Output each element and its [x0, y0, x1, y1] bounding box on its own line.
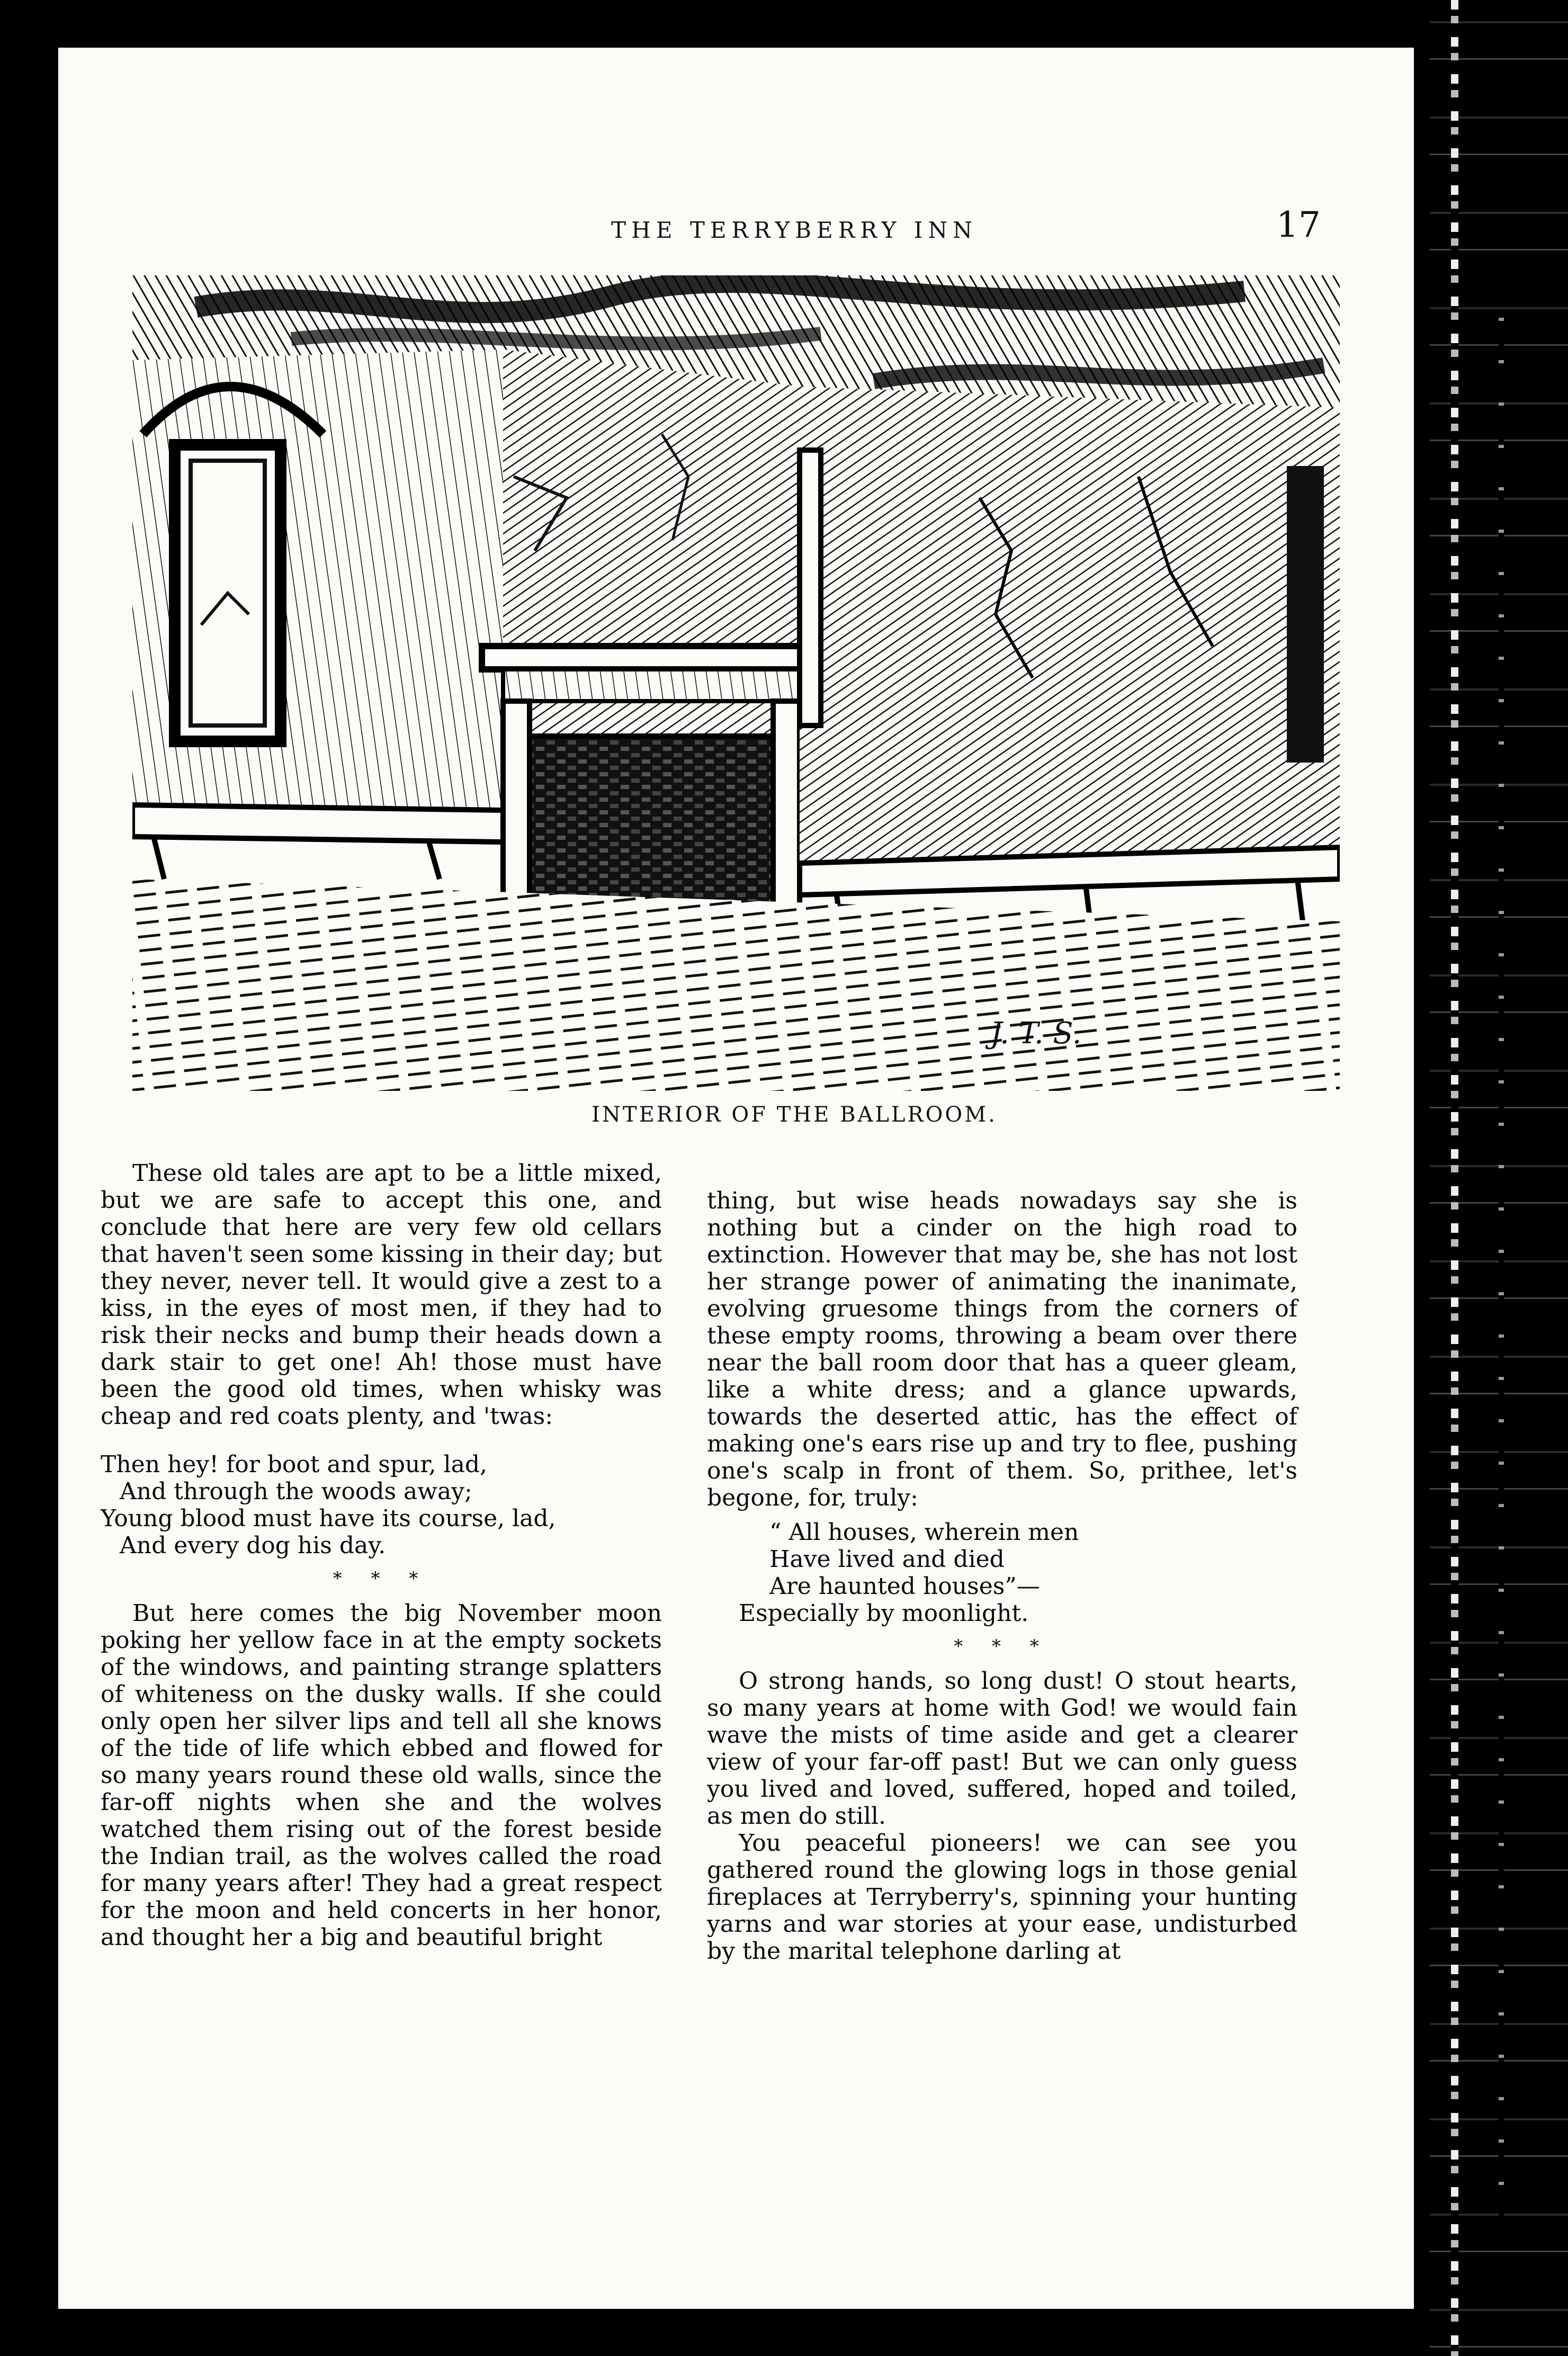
section-break: * * * [333, 1568, 430, 1589]
page-number: 17 [1276, 204, 1321, 245]
left-column [101, 1160, 662, 1951]
quote-line: Have lived and died [769, 1546, 1005, 1573]
paragraph: thing, but wise heads nowadays say she is nothing but a cinder on the high road to extinction. However that may be, she has not lost her strange power of animating the inanimate, evolving gruesome things from the corners of these empty rooms, throwing a beam over there near the ball room door that has a queer gleam, like a white dress; and a glance upwards, towards the deserted attic, has the effect of making one's ears rise up and try to flee, pushing one's scalp in front of them. So, prithee, let's begone, for, truly: [707, 1187, 1297, 1511]
paragraph: You peaceful pioneers! we can see you gathered round the glowing logs in those genial fireplaces at Terryberry's, spinning your hunting yarns and war stories at your ease, undisturbed by the marital telephone darling at [707, 1830, 1297, 1965]
section-break: * * * [954, 1636, 1051, 1657]
book-page [58, 48, 1414, 2309]
paragraph: O strong hands, so long dust! O stout hearts, so many years at home with God! we would fain wave the mists of time aside and get a clearer view of your far-off past! But we can only guess you lived and loved, suffered, hoped and toiled, as men do still. [707, 1668, 1297, 1830]
mantel [482, 646, 821, 669]
quote-line: “ All houses, wherein men [769, 1519, 1079, 1546]
quotation [769, 1519, 1297, 1600]
verse-line: And through the woods away; [120, 1478, 472, 1505]
verse-line: Then hey! for boot and spur, lad, [101, 1451, 487, 1478]
book-edge [1430, 0, 1568, 2356]
paragraph: Especially by moonlight. [739, 1600, 1029, 1627]
right-wall [800, 387, 1340, 879]
ballroom-illustration [132, 275, 1340, 1091]
figure-caption: INTERIOR OF THE BALLROOM. [592, 1103, 997, 1127]
verse [101, 1451, 662, 1559]
floor [132, 879, 1340, 1091]
verse-line: Young blood must have its course, lad, [101, 1505, 556, 1532]
page-edge-strip [1499, 318, 1504, 2224]
right-column [707, 1187, 1297, 1965]
artist-signature: J. T. S. [990, 1016, 1082, 1051]
running-head: THE TERRYBERRY INN [611, 217, 978, 243]
bench-left [132, 805, 503, 842]
quote-line: Are haunted houses”— [769, 1573, 1040, 1600]
verse-line: And every dog his day. [120, 1532, 386, 1559]
paragraph: But here comes the big November moon poking her yellow face in at the empty sockets of the windows, and painting strange splatters of whiteness on the dusky walls. If she could only open her silver lips and tell all she knows of the tide of life which ebbed and flowed for so many years round these old walls, since the far-off nights when she and the wolves watched them rising out of the forest beside the Indian trail, as the wolves called the road for many years after! They had a great respect for the moon and held concerts in her honor, and thought her a big and beautiful bright [101, 1600, 662, 1951]
page-edge-strip [1451, 0, 1458, 2356]
paragraph: These old tales are apt to be a little mixed, but we are safe to accept this one, and conclude that here are very few old cellars that haven't seen some kissing in their day; but they never, never tell. It would give a zest to a kiss, in the eyes of most men, if they had to risk their necks and bump their heads down a dark stair to get one! Ah! those must have been the good old times, when whisky was cheap and red coats plenty, and 'twas: [101, 1160, 662, 1430]
